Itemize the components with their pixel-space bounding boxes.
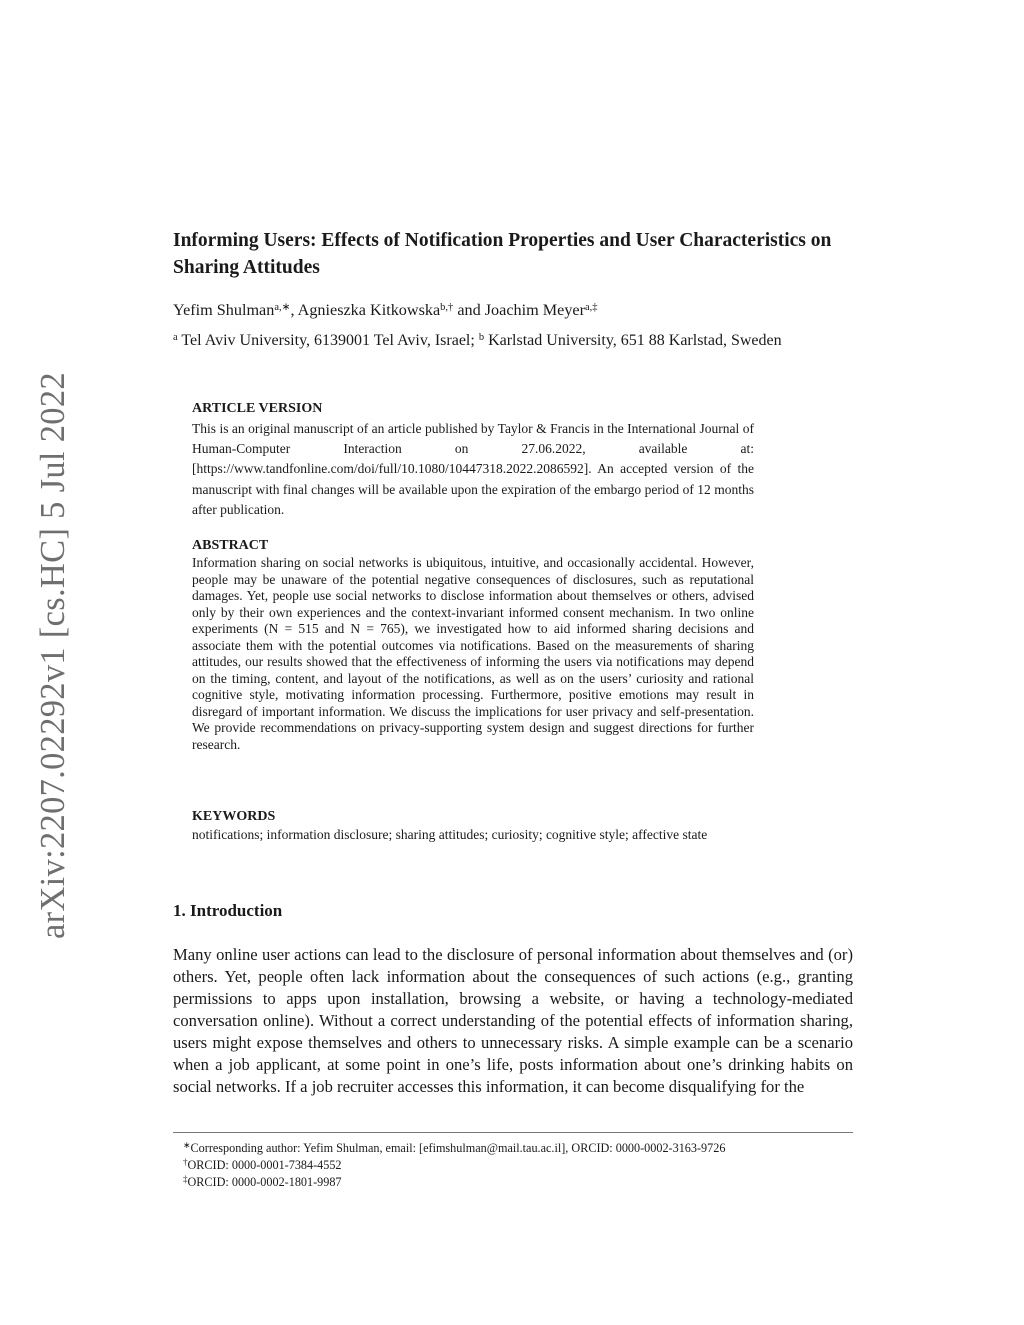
article-version-text (192, 419, 754, 520)
publisher-doi-link[interactable]: https://www.tandfonline.com/doi/full/10.1080/10447318.2022.2086592 (196, 461, 584, 477)
abstract-text: Information sharing on social networks is ubiquitous, intuitive, and occasionally accidental. However, people may be unaware of the potential negative consequences of disclosures, such as reputational damages. Yet, people use social networks to disclose information about themselves or others, advised only by their own experiences and the context-invariant informed consent mechanism. In two online experiments (N = 515 and N = 765), we investigated how to aid informed sharing decisions and associate them with the potential outcomes via notifications. Based on the measurements of sharing attitudes, our results showed that the effectiveness of informing the users via notifications may depend on the timing, content, and layout of the notifications, as well as on the users’ curiosity and rational cognitive style, motivating information processing. Furthermore, positive emotions may result in disregard of important information. We discuss the implications for user privacy and self-presentation. We provide recommendations on privacy-supporting system design and suggest directions for further research. (192, 555, 754, 752)
abstract-heading: ABSTRACT (192, 538, 269, 553)
author-name: Joachim Meyer (484, 301, 585, 319)
footnote-mark: ∗ (183, 1140, 191, 1150)
keywords-text: notifications; information disclosure; sharing attitudes; curiosity; cognitive style; affective state (192, 827, 708, 842)
article-version-heading: ARTICLE VERSION (192, 401, 323, 416)
footnotes (183, 1140, 725, 1191)
affiliation-a: Tel Aviv University, 6139001 Tel Aviv, Israel; (181, 332, 475, 349)
author-name: Yefim Shulman (173, 301, 275, 319)
section-heading-introduction: 1. Introduction (173, 901, 283, 920)
footnote-mark: ‡ (183, 1174, 188, 1184)
arxiv-identifier-text: arXiv:2207.02292v1 [cs.HC] 5 Jul 2022 (33, 372, 72, 939)
author-separator: and (453, 301, 485, 319)
introduction-paragraph: Many online user actions can lead to the disclosure of personal information about themselves and (or) others. Yet, people often lack information about the consequences of such actions (e.g., granting permissions to apps upon installation, browsing a website, or having a technology-mediated conversation online). Without a correct understanding of the potential effects of information sharing, users might expose themselves and others to unnecessary risks. A simple example can be a scenario when a job applicant, at some point in one’s life, posts information about one’s drinking habits on social networks. If a job recruiter accesses this information, it can become disqualifying for the (173, 945, 853, 1096)
author-separator: , (290, 301, 298, 319)
article-version-text-end: . An accepted version of the manuscript with final changes will be available upon the expiration of the embargo period of 12 months after publication. (192, 461, 754, 517)
article-version-text-start: This is an original manuscript of an article published by Taylor & Francis in the International Journal of Human-Computer Interaction on 27.06.2022, available at: (192, 421, 754, 457)
footnote-orcid-third-author (183, 1174, 725, 1191)
paper-title: Informing Users: Effects of Notification Properties and User Characteristics on Sharing Attitudes (173, 230, 832, 278)
affiliation-mark: b (478, 332, 485, 343)
footnote-corresponding-author (183, 1140, 725, 1157)
author-affiliation-mark: a,∗ (274, 302, 291, 313)
link-bracket-close: ] (583, 461, 589, 477)
keywords-heading: KEYWORDS (192, 809, 276, 824)
author-list (173, 300, 598, 320)
footnote-text: Corresponding author: Yefim Shulman, email: [efimshulman@mail.tau.ac.il], ORCID: 0000-0002-3163-9726 (190, 1141, 726, 1155)
affiliations (173, 331, 823, 351)
footnote-orcid-second-author (183, 1157, 725, 1174)
article-version-block (192, 401, 754, 520)
arxiv-identifier-stamp (10, 0, 96, 1325)
footnote-text: ORCID: 0000-0001-7384-4552 (187, 1158, 342, 1172)
footnote-text: ORCID: 0000-0002-1801-9987 (187, 1175, 342, 1189)
author-affiliation-mark: a,‡ (585, 302, 598, 313)
footnote-divider (173, 1132, 853, 1133)
link-bracket-open: [ (192, 461, 197, 477)
affiliation-mark: a (173, 332, 178, 343)
affiliation-b: Karlstad University, 651 88 Karlstad, Sweden (488, 332, 782, 349)
abstract-block (192, 538, 754, 753)
keywords-block (192, 809, 754, 843)
author-affiliation-mark: b,† (440, 302, 454, 313)
footnote-mark: † (183, 1157, 188, 1167)
author-name: Agnieszka Kitkowska (297, 301, 441, 319)
